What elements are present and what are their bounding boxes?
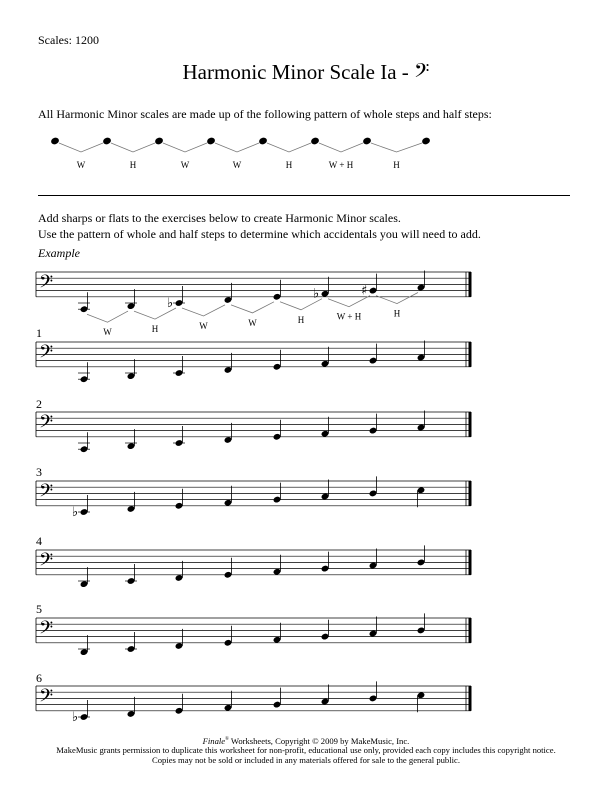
copyright-text: Worksheets, Copyright © 2009 by MakeMusic, Inc. (228, 735, 410, 746)
bass-clef-icon: 𝄢 (39, 481, 54, 506)
step-label: H (297, 314, 305, 325)
barline-thick (469, 550, 472, 575)
step-label: H (285, 160, 293, 170)
instruction-line-1: Add sharps or flats to the exercises below to create Harmonic Minor scales. (38, 211, 401, 225)
step-label: H (129, 160, 137, 170)
exercise-staff (36, 411, 472, 454)
barline-thick (469, 272, 472, 297)
bass-clef-icon: 𝄢 (414, 61, 430, 87)
flat-accidental: ♭ (72, 505, 79, 520)
step-label: W (180, 160, 190, 170)
bass-clef-icon: 𝄢 (39, 618, 54, 643)
bass-clef-icon: 𝄢 (39, 550, 54, 575)
step-label: H (393, 308, 401, 319)
exercise-staff (36, 681, 472, 725)
step-connector (231, 302, 274, 313)
step-label: W (248, 317, 257, 328)
flat-accidental: ♭ (72, 710, 79, 725)
copyright-line: Finale® Worksheets, Copyright © 2009 by MakeMusic, Inc. (202, 735, 410, 746)
exercise-staff (36, 341, 472, 384)
step-label: W (232, 160, 242, 170)
example-staff (36, 271, 472, 338)
instruction-line-2: Use the pattern of whole and half steps to determine which accidentals you will need to add. (38, 227, 481, 241)
step-label: W (76, 160, 86, 170)
step-label: W (199, 321, 208, 331)
step-label: H (151, 324, 159, 335)
permission-line: MakeMusic grants permission to duplicate this worksheet for non-profit, educational use only, provided each copy includes this copyright notice. (56, 745, 556, 755)
bass-clef-icon: 𝄢 (39, 272, 54, 297)
bass-clef-icon: 𝄢 (39, 686, 54, 711)
barline-thick (469, 412, 472, 437)
exercise-number-1: 1 (36, 326, 42, 340)
scales-id: Scales: 1200 (38, 33, 99, 47)
sale-restriction-line: Copies may not be sold or included in any materials offered for sale to the general public. (152, 755, 460, 765)
barline-thick (469, 686, 472, 711)
exercise-number-2: 2 (36, 397, 42, 411)
step-label: W + H (328, 160, 354, 170)
flat-accidental: ♭ (167, 296, 174, 311)
sharp-accidental: ♯ (361, 283, 368, 299)
finale-brand: Finale (202, 735, 226, 746)
exercise-staff (36, 613, 472, 656)
exercise-number-5: 5 (36, 602, 42, 616)
bass-clef-icon: 𝄢 (39, 412, 54, 437)
bass-clef-icon: 𝄢 (39, 342, 54, 367)
step-label: W (103, 327, 112, 338)
step-label: H (393, 160, 400, 170)
step-connector (87, 311, 128, 322)
exercise-staff (36, 545, 472, 588)
intro-text: All Harmonic Minor scales are made up of the following pattern of whole steps and half steps: (38, 107, 492, 121)
example-label: Example (38, 246, 80, 260)
barline-thick (469, 481, 472, 506)
step-label: W + H (336, 311, 362, 322)
exercise-number-3: 3 (36, 465, 42, 479)
barline-thick (469, 342, 472, 367)
exercise-staff (36, 476, 472, 520)
exercise-number-6: 6 (36, 671, 42, 685)
step-connector (182, 305, 225, 316)
step-connector (376, 293, 418, 304)
barline-thick (469, 618, 472, 643)
title-text: Harmonic Minor Scale Ia - (182, 60, 409, 84)
exercise-number-4: 4 (36, 534, 42, 548)
flat-accidental: ♭ (313, 286, 320, 302)
